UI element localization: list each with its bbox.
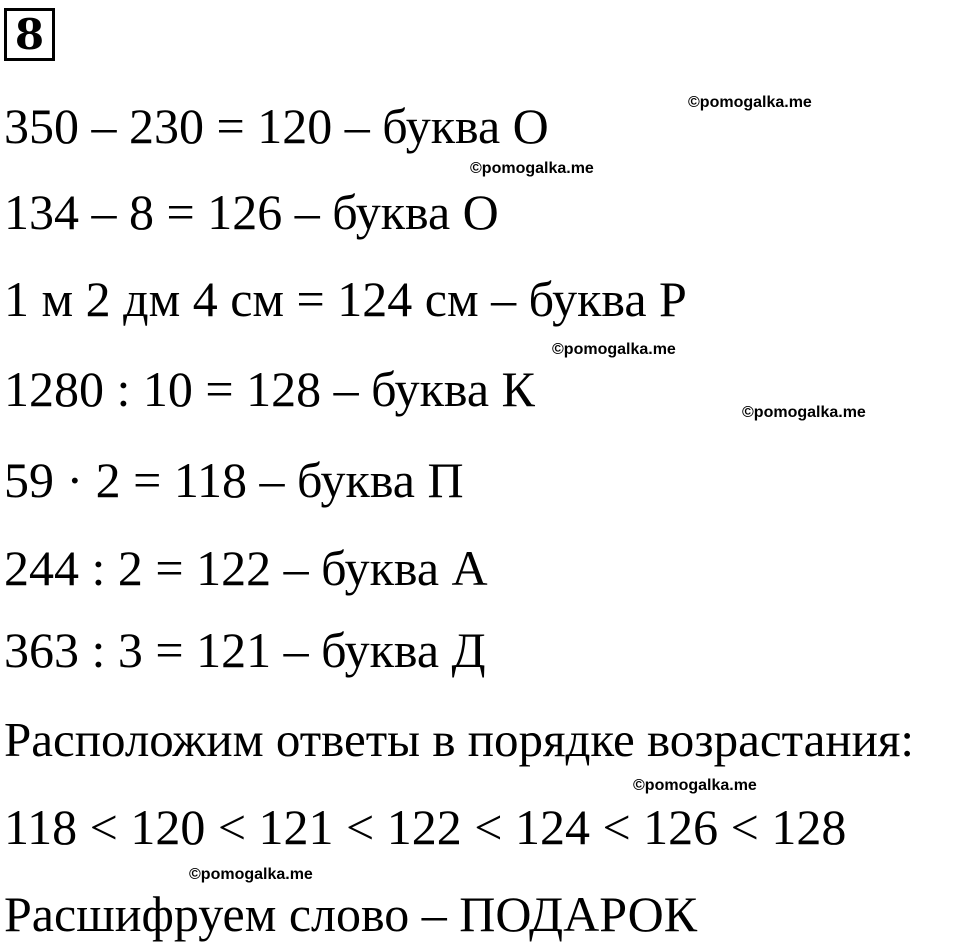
watermark: ©pomogalka.me bbox=[633, 777, 757, 794]
equation-line-3: 1 м 2 дм 4 см = 124 см – буква Р bbox=[4, 271, 687, 327]
equation-line-5: 59 · 2 = 118 – буква П bbox=[4, 452, 464, 508]
watermark: ©pomogalka.me bbox=[470, 160, 594, 177]
equation-line-1: 350 – 230 = 120 – буква О bbox=[4, 98, 549, 154]
equation-line-4: 1280 : 10 = 128 – буква К bbox=[4, 361, 535, 417]
instruction-line: Расположим ответы в порядке возрастания: bbox=[4, 712, 915, 767]
equation-line-2: 134 – 8 = 126 – буква О bbox=[4, 184, 499, 240]
answer-line: Расшифруем слово – ПОДАРОК bbox=[4, 886, 698, 942]
watermark: ©pomogalka.me bbox=[742, 404, 866, 421]
ordering-line: 118 < 120 < 121 < 122 < 124 < 126 < 128 bbox=[4, 799, 847, 855]
watermark: ©pomogalka.me bbox=[688, 94, 812, 111]
watermark: ©pomogalka.me bbox=[189, 866, 313, 883]
watermark: ©pomogalka.me bbox=[552, 341, 676, 358]
task-number-box: 8 bbox=[4, 8, 55, 61]
equation-line-7: 363 : 3 = 121 – буква Д bbox=[4, 622, 486, 678]
equation-line-6: 244 : 2 = 122 – буква А bbox=[4, 540, 488, 596]
